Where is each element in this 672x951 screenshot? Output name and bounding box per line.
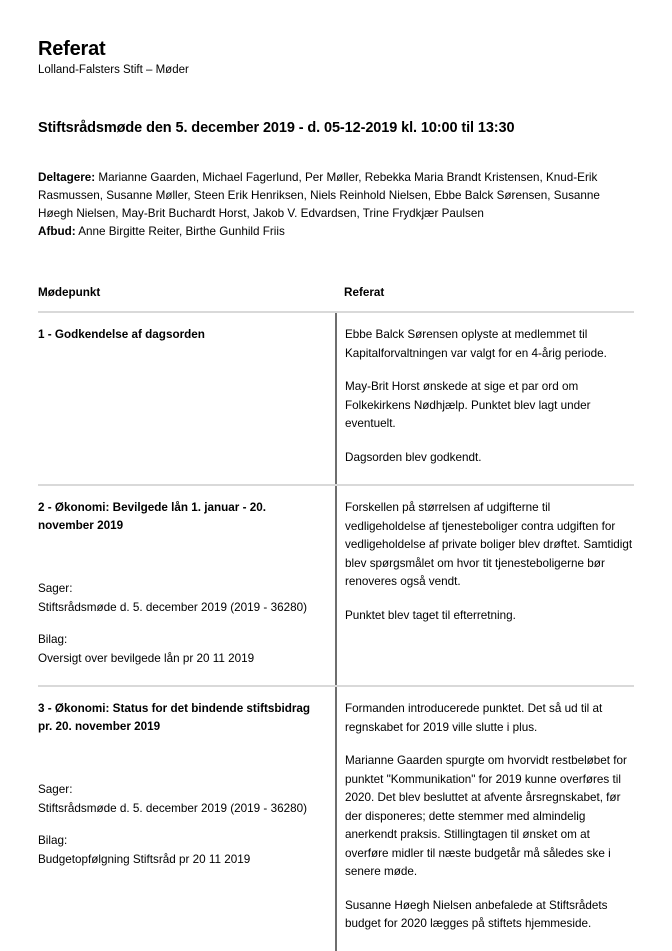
table-header-row <box>38 286 634 312</box>
bilag-block <box>38 832 325 869</box>
participants-line <box>38 169 634 222</box>
absent-line <box>38 223 634 241</box>
spacer <box>38 735 325 761</box>
agenda-item-cell <box>38 485 336 686</box>
referat-cell <box>336 485 634 686</box>
bilag-label: Bilag: <box>38 633 68 647</box>
sager-value: Stiftsrådsmøde d. 5. december 2019 (2019 - 36280) <box>38 801 307 815</box>
referat-paragraph: Ebbe Balck Sørensen oplyste at medlemmet til Kapitalforvaltningen var valgt for en 4-årig periode. <box>345 328 607 360</box>
referat-cell <box>336 312 634 485</box>
agenda-item-title: 2 - Økonomi: Bevilgede lån 1. januar - 20. november 2019 <box>38 501 266 532</box>
participants-names: Marianne Gaarden, Michael Fagerlund, Per Møller, Rebekka Maria Brandt Kristensen, Knud-Erik Rasmussen, Susanne Møller, Steen Erik Henriksen, Niels Reinhold Nielsen, Ebbe Balck Sørensen, Susanne Høegh Nielsen, May-Brit Buchardt Horst, Jakob V. Edvardsen, Trine Frydkjær Paulsen <box>38 171 600 220</box>
absent-names: Anne Birgitte Reiter, Birthe Gunhild Friis <box>75 224 285 238</box>
agenda-item-cell <box>38 686 336 950</box>
sager-label: Sager: <box>38 582 73 596</box>
participants-label: Deltagere: <box>38 171 96 185</box>
agenda-item-title: 3 - Økonomi: Status for det bindende stiftsbidrag pr. 20. november 2019 <box>38 702 311 733</box>
spacer <box>38 534 325 560</box>
referat-cell <box>336 686 634 950</box>
absent-label: Afbud: <box>38 224 76 238</box>
table-row <box>38 312 634 485</box>
bilag-label: Bilag: <box>38 834 68 848</box>
referat-paragraph: Formanden introducerede punktet. Det så ud til at regnskabet for 2019 ville slutte i plus. <box>345 702 603 734</box>
sager-label: Sager: <box>38 783 73 797</box>
referat-paragraph: Susanne Høegh Nielsen anbefalede at Stiftsrådets budget for 2020 lægges på stiftets hjemmeside. <box>345 898 608 931</box>
document-subtitle: Lolland-Falsters Stift – Møder <box>38 64 189 76</box>
bilag-value: Budgetopfølgning Stiftsråd pr 20 11 2019 <box>38 852 251 866</box>
document-header <box>38 38 634 78</box>
sager-block <box>38 781 325 818</box>
bilag-value: Oversigt over bevilgede lån pr 20 11 2019 <box>38 651 255 665</box>
minutes-table <box>38 286 634 950</box>
attendees-block <box>38 169 634 240</box>
meeting-title: Stiftsrådsmøde den 5. december 2019 - d. 05-12-2019 kl. 10:00 til 13:30 <box>38 119 515 136</box>
referat-paragraph: May-Brit Horst ønskede at sige et par ord om Folkekirkens Nødhjælp. Punktet blev lagt under eventuelt. <box>345 380 591 431</box>
agenda-item-cell <box>38 312 336 485</box>
table-body <box>38 312 634 950</box>
referat-paragraph: Dagsorden blev godkendt. <box>345 450 482 464</box>
column-header-referat: Referat <box>336 286 634 312</box>
referat-paragraph: Forskellen på størrelsen af udgifterne til vedligeholdelse af tjenesteboliger contra udgiften for vedligeholdelse af private boliger blev drøftet. Samtidigt blev spørgsmålet om hvor tit tjenesteboligerne bør renoveres også vendt. <box>345 501 633 589</box>
referat-paragraph: Marianne Gaarden spurgte om hvorvidt restbeløbet for punktet "Kommunikation" for 2019 kunne overføres til 2020. Det blev besluttet at afvente årsregnskabet, før der disponeres; dette stemmer med almindelig anerkendt praksis. Stillingtagen til ønsket om at overføre midler til næste budgetår må således ske i senere møde. <box>345 754 627 879</box>
table-header <box>38 286 634 312</box>
referat-paragraph: Punktet blev taget til efterretning. <box>345 608 516 622</box>
agenda-item-title: 1 - Godkendelse af dagsorden <box>38 328 205 342</box>
table-row <box>38 485 634 686</box>
bilag-block <box>38 631 325 668</box>
sager-block <box>38 580 325 617</box>
sager-value: Stiftsrådsmøde d. 5. december 2019 (2019 - 36280) <box>38 600 307 614</box>
column-header-moedepunkt: Mødepunkt <box>38 286 336 312</box>
document-title: Referat <box>38 38 106 60</box>
table-row <box>38 686 634 950</box>
